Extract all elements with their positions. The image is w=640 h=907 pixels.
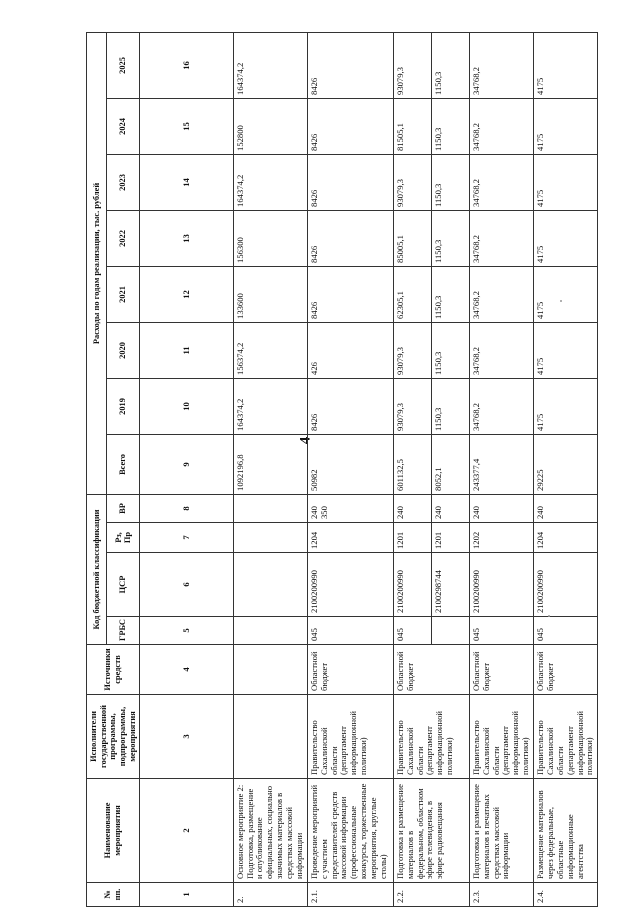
row-year-value: 8426 (307, 98, 393, 154)
row-year-value: 1150,3 (431, 154, 469, 210)
row-rzpr: 1202 (469, 523, 533, 553)
row-year-value: 1150,3 (431, 266, 469, 322)
row-num: 2. (233, 883, 307, 907)
row-grbs: 045 (469, 617, 533, 645)
row-year-value: 81505,1 (393, 98, 431, 154)
table-row (534, 32, 598, 906)
row-year-value: 164374,2 (233, 32, 307, 98)
header-num: № пп. (87, 883, 140, 907)
column-number: 3 (140, 695, 233, 779)
row-rzpr: 1204 (307, 523, 393, 553)
header-source: Источники средств (87, 645, 140, 695)
column-number: 2 (140, 779, 233, 883)
row-year-value: 4175 (534, 32, 598, 98)
row-grbs (233, 617, 307, 645)
column-number: 15 (140, 98, 233, 154)
row-csr: 2100200990 (393, 553, 431, 617)
row-year-value: 156374,2 (233, 322, 307, 378)
row-grbs (431, 617, 469, 645)
row-vr: 240 (534, 494, 598, 522)
column-number: 13 (140, 210, 233, 266)
row-year-value: 1150,3 (431, 98, 469, 154)
row-vr (233, 494, 307, 522)
header-executor: Исполнители государственной программы, подпрограммы, мероприятия (87, 695, 140, 779)
header-grbs: ГРБС (107, 617, 140, 645)
row-year-value: 93079,3 (393, 378, 431, 434)
column-number: 7 (140, 523, 233, 553)
row-year-value: 426 (307, 322, 393, 378)
header-total: Всего (107, 434, 140, 494)
row-year-value: 164374,2 (233, 378, 307, 434)
row-rzpr (233, 523, 307, 553)
row-year-value: 8426 (307, 266, 393, 322)
row-source (233, 645, 307, 695)
row-csr: 2100298744 (431, 553, 469, 617)
row-year-value: 34768,2 (469, 98, 533, 154)
row-year-value: 4175 (534, 266, 598, 322)
row-source: Областной бюджет (393, 645, 469, 695)
row-total: 8052,1 (431, 434, 469, 494)
row-executor: Правительство Сахалинской области (департамент информационной политики) (469, 695, 533, 779)
table-row (393, 32, 431, 906)
row-total: 601132,5 (393, 434, 431, 494)
row-num: 2.2. (393, 883, 469, 907)
row-csr: 2100200990 (307, 553, 393, 617)
column-number: 4 (140, 645, 233, 695)
header-year: 2024 (107, 98, 140, 154)
column-number: 9 (140, 434, 233, 494)
row-name: Основное мероприятие 2: Подготовка, размещение и опубликование официальных, социально значимых материалов в средствах массовой информации (233, 779, 307, 883)
row-year-value: 34768,2 (469, 266, 533, 322)
row-grbs: 045 (534, 617, 598, 645)
row-year-value: 4175 (534, 322, 598, 378)
row-source: Областной бюджет (469, 645, 533, 695)
row-year-value: 34768,2 (469, 322, 533, 378)
row-csr (233, 553, 307, 617)
row-year-value: 8426 (307, 210, 393, 266)
row-year-value: 4175 (534, 378, 598, 434)
row-year-value: 34768,2 (469, 378, 533, 434)
row-year-value: 8426 (307, 154, 393, 210)
row-csr: 2100200990 (534, 553, 598, 617)
row-source: Областной бюджет (307, 645, 393, 695)
header-csr: ЦСР (107, 553, 140, 617)
row-grbs: 045 (307, 617, 393, 645)
header-name: Наименование мероприятия (87, 779, 140, 883)
row-year-value: 156300 (233, 210, 307, 266)
row-executor (233, 695, 307, 779)
row-year-value: 8426 (307, 378, 393, 434)
budget-table (86, 32, 598, 907)
row-total: 50982 (307, 434, 393, 494)
column-number: 10 (140, 378, 233, 434)
row-executor: Правительство Сахалинской области (департамент информационной политики) (534, 695, 598, 779)
row-name: Проведение мероприятий с участием представителей средств массовой информации (профессиональные конкурсы, торжественные мероприятия, круглые столы) (307, 779, 393, 883)
row-year-value: 1150,3 (431, 210, 469, 266)
row-year-value: 93079,3 (393, 154, 431, 210)
page-number: 4 (297, 436, 314, 445)
row-year-value: 152800 (233, 98, 307, 154)
row-year-value: 4175 (534, 210, 598, 266)
row-rzpr: 1204 (534, 523, 598, 553)
column-number: 16 (140, 32, 233, 98)
header-year: 2019 (107, 378, 140, 434)
header-year: 2023 (107, 154, 140, 210)
column-number: 5 (140, 617, 233, 645)
header-year: 2020 (107, 322, 140, 378)
table-row (469, 32, 533, 906)
column-number: 14 (140, 154, 233, 210)
row-year-value: 85005,1 (393, 210, 431, 266)
row-vr: 240 350 (307, 494, 393, 522)
row-year-value: 133600 (233, 266, 307, 322)
row-executor: Правительство Сахалинской области (департамент информационной политики) (307, 695, 393, 779)
row-name: Подготовка и размещение материалов в печатных средствах массовой информации (469, 779, 533, 883)
row-year-value: 93079,3 (393, 32, 431, 98)
row-total: 1092196,8 (233, 434, 307, 494)
header-rzpr: Рз, Пр (107, 523, 140, 553)
row-total: 29225 (534, 434, 598, 494)
row-csr: 2100200990 (469, 553, 533, 617)
row-executor: Правительство Сахалинской области (департамент информационной политики) (393, 695, 469, 779)
row-year-value: 8426 (307, 32, 393, 98)
row-year-value: 93079,3 (393, 322, 431, 378)
row-num: 2.4. (534, 883, 598, 907)
row-year-value: 4175 (534, 154, 598, 210)
scan-speck (548, 615, 550, 617)
row-year-value: 62305,1 (393, 266, 431, 322)
column-number-row (140, 32, 233, 906)
rotated-table-container (86, 37, 595, 907)
header-year: 2025 (107, 32, 140, 98)
row-name: Размещение материалов через федеральные, областные информационные агентства (534, 779, 598, 883)
table-row (233, 32, 307, 906)
header-expenses: Расходы по годам реализации, тыс. рублей (87, 32, 107, 494)
row-year-value: 1150,3 (431, 322, 469, 378)
scan-speck (560, 300, 562, 302)
row-year-value: 4175 (534, 98, 598, 154)
header-budget-code: Код бюджетной классификации (87, 494, 107, 644)
row-rzpr: 1201 (431, 523, 469, 553)
row-num: 2.1. (307, 883, 393, 907)
column-number: 6 (140, 553, 233, 617)
row-vr: 240 (393, 494, 431, 522)
row-rzpr: 1201 (393, 523, 431, 553)
row-source: Областной бюджет (534, 645, 598, 695)
row-name: Подготовка и размещение материалов в федеральном, областном эфире телевидения, в эфире радиовещания (393, 779, 469, 883)
header-year: 2021 (107, 266, 140, 322)
column-number: 12 (140, 266, 233, 322)
row-year-value: 164374,2 (233, 154, 307, 210)
header-vr: ВР (107, 494, 140, 522)
row-year-value: 34768,2 (469, 210, 533, 266)
column-number: 8 (140, 494, 233, 522)
column-number: 1 (140, 883, 233, 907)
row-vr: 240 (469, 494, 533, 522)
row-total: 243377,4 (469, 434, 533, 494)
row-year-value: 1150,3 (431, 32, 469, 98)
header-year: 2022 (107, 210, 140, 266)
row-year-value: 34768,2 (469, 154, 533, 210)
row-grbs: 045 (393, 617, 431, 645)
column-number: 11 (140, 322, 233, 378)
row-year-value: 1150,3 (431, 378, 469, 434)
row-vr: 240 (431, 494, 469, 522)
row-year-value: 34768,2 (469, 32, 533, 98)
row-num: 2.3. (469, 883, 533, 907)
table-row (307, 32, 393, 906)
